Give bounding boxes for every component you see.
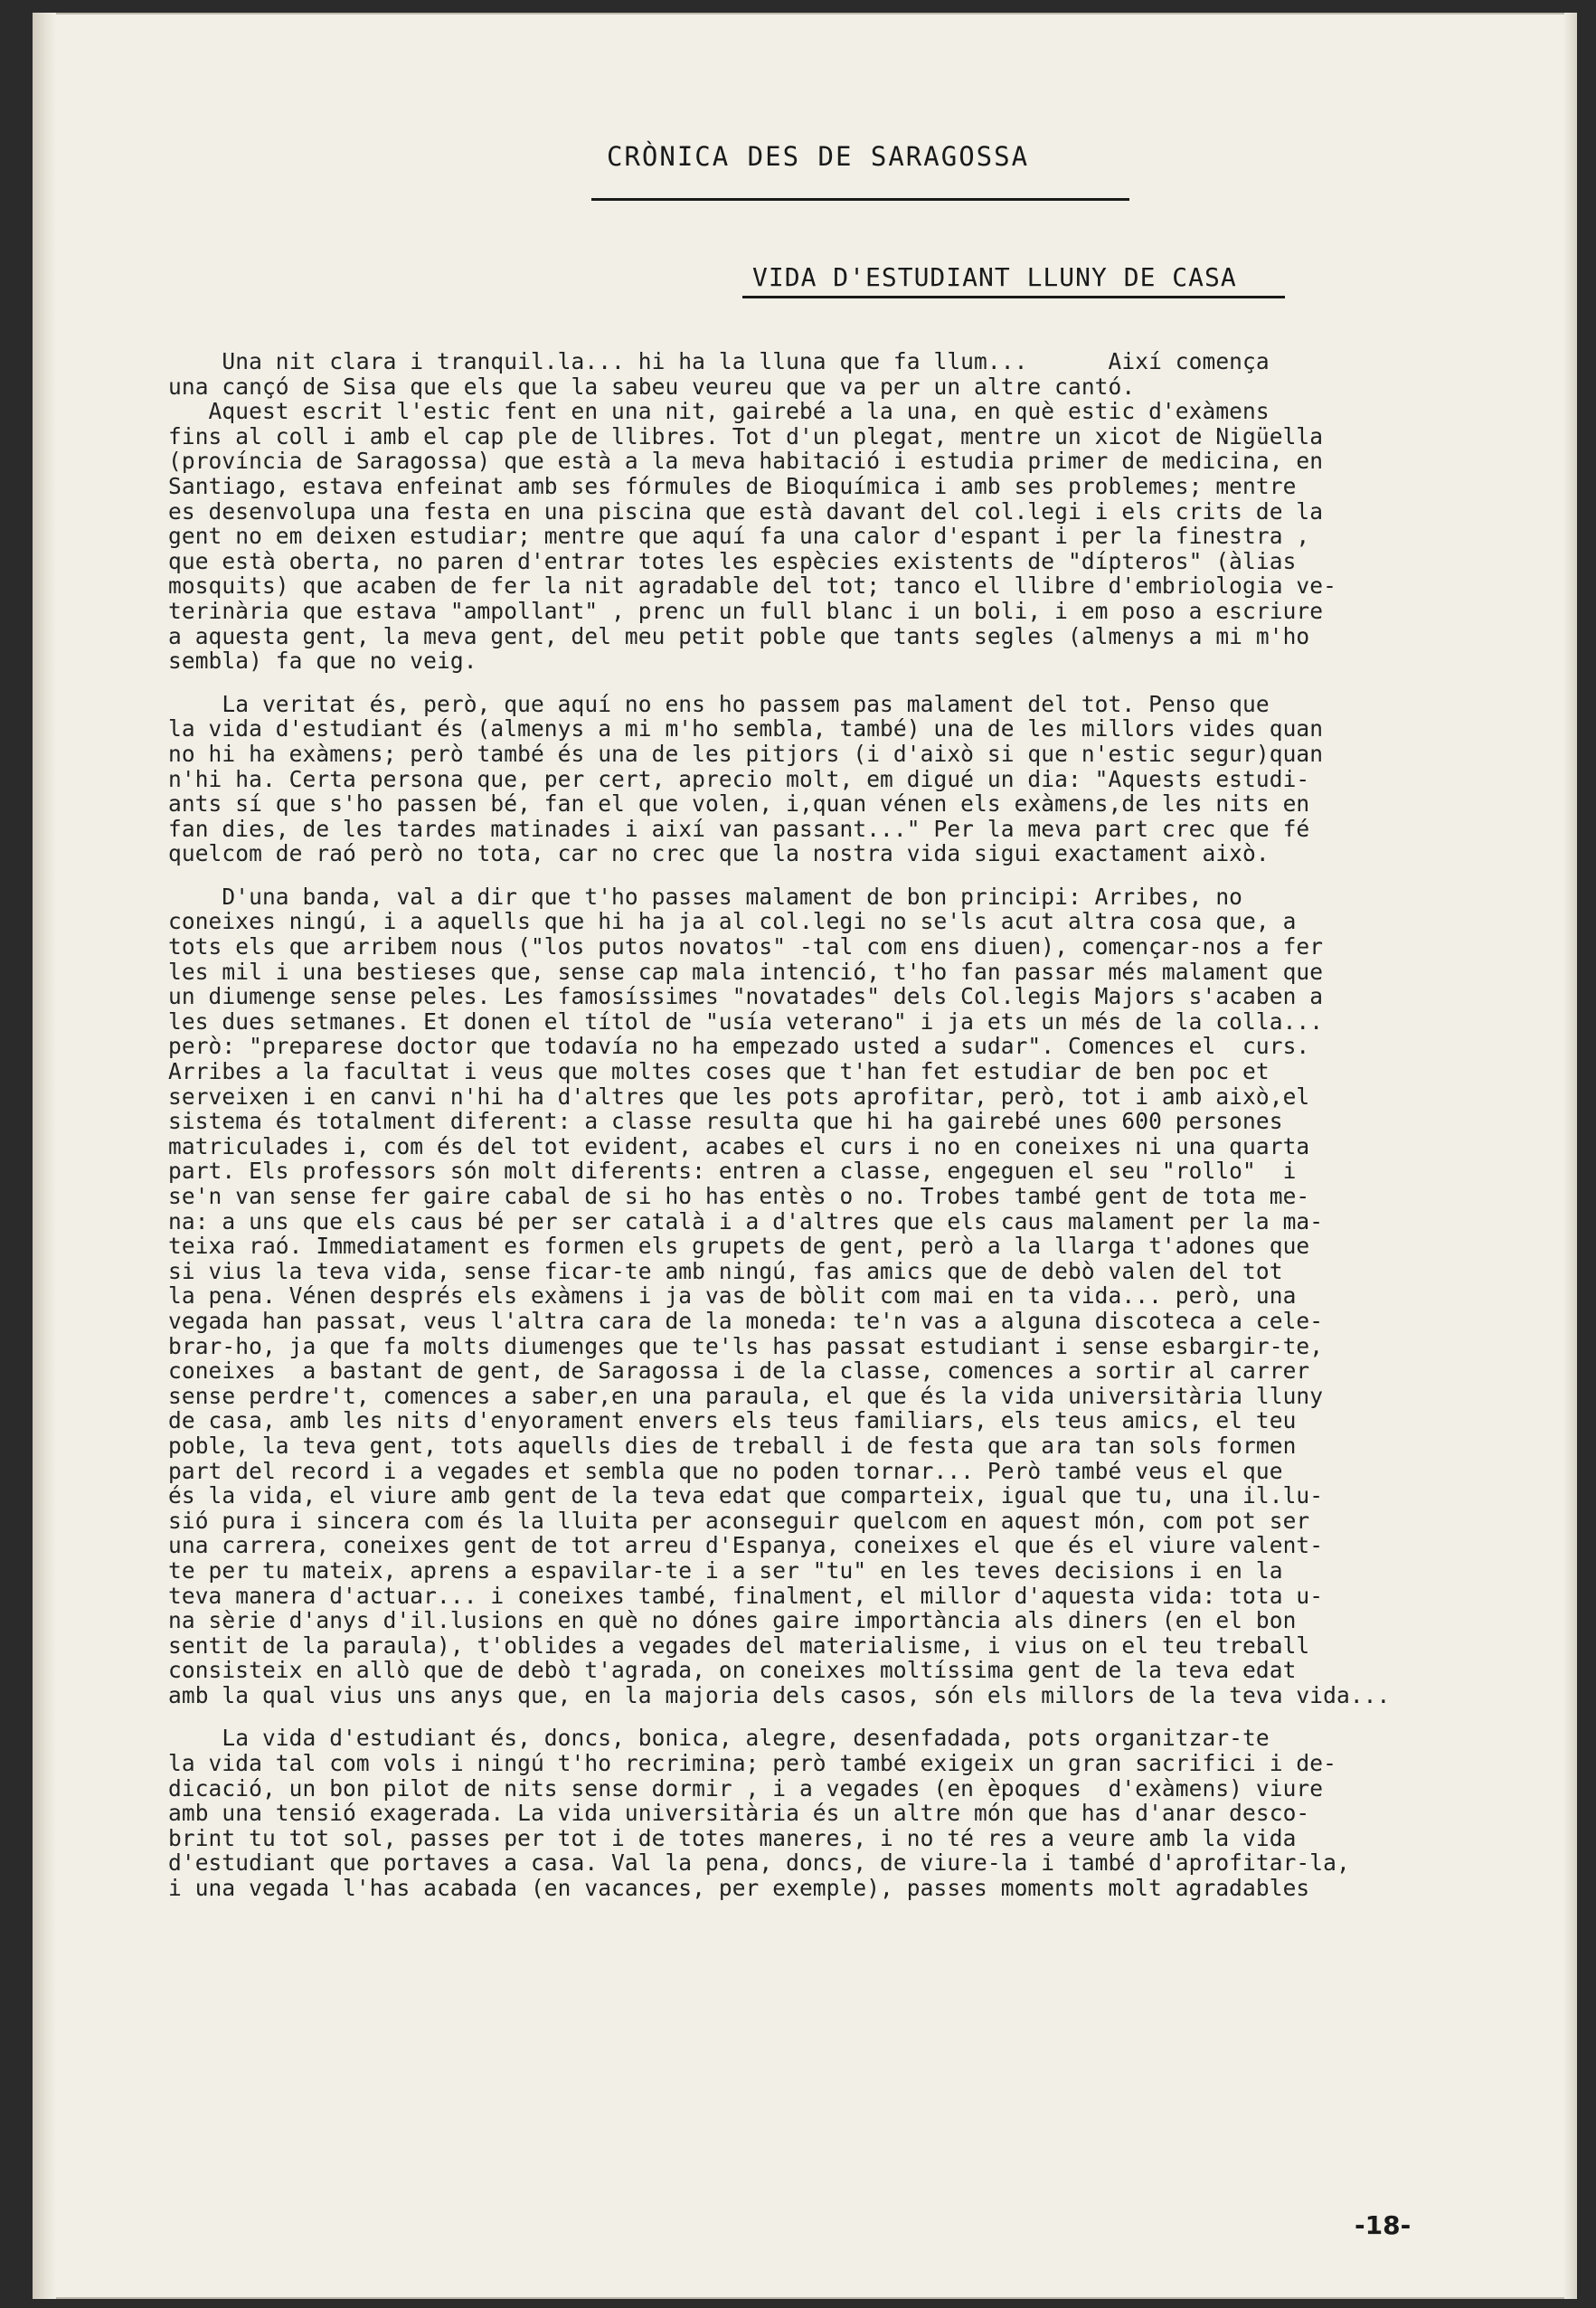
body-paragraph — [168, 692, 1561, 866]
text-line: sistema és totalment diferent: a classe resulta que hi ha gairebé unes 600 persones — [168, 1108, 1283, 1135]
text-line: n'hi ha. Certa persona que, per cert, aprecio molt, em digué un dia: "Aquests estudi- — [168, 765, 1310, 792]
body-paragraph — [168, 349, 1561, 674]
text-line: te per tu mateix, aprens a espavilar-te i a ser "tu" en les teves decisions i en la — [168, 1556, 1283, 1584]
paragraph-gap — [168, 674, 1561, 692]
document-page — [33, 13, 1577, 2299]
text-line: part. Els professors són molt diferents: entren a classe, engeguen el seu "rollo" i — [168, 1158, 1297, 1185]
text-line: les mil i una bestieses que, sense cap mala intenció, t'ho fan passar més malament que — [168, 958, 1324, 985]
text-line: la vida tal com vols i ningú t'ho recrimina; però també exigeix un gran sacrifici i de- — [168, 1750, 1336, 1777]
text-line: gent no em deixen estudiar; mentre que aquí fa una calor d'espant i per la finestra , — [168, 523, 1310, 550]
text-line: fan dies, de les tardes matinades i així van passant..." Per la meva part crec que fé — [168, 815, 1310, 842]
text-line: no hi ha exàmens; però també és una de les pitjors (i d'això si que n'estic segur)quan — [168, 740, 1324, 767]
text-line: coneixes a bastant de gent, de Saragossa i de la classe, comences a sortir al carrer — [168, 1357, 1310, 1385]
text-line: na sèrie d'anys d'il.lusions en què no dónes gaire importància als diners (en el bon — [168, 1607, 1297, 1634]
text-line: terinària que estava "ampollant" , prenc un full blanc i un boli, i em poso a escriure — [168, 597, 1324, 624]
text-line: que està oberta, no paren d'entrar totes les espècies existents de "dípteros" (àlias — [168, 547, 1297, 574]
text-line: teva manera d'actuar... i coneixes també, finalment, el millor d'aquesta vida: tota u- — [168, 1582, 1324, 1609]
text-line: ants sí que s'ho passen bé, fan el que volen, i,quan vénen els exàmens,de les nits en — [168, 790, 1310, 818]
page-number: -18- — [1355, 2210, 1412, 2240]
text-line: a aquesta gent, la meva gent, del meu petit poble que tants segles (almenys a mi m'ho — [168, 622, 1310, 649]
text-line: una carrera, coneixes gent de tot arreu d'Espanya, coneixes el que és el viure valent- — [168, 1532, 1324, 1559]
text-line: Aquest escrit l'estic fent en una nit, gairebé a la una, en què estic d'exàmens — [168, 398, 1270, 425]
text-line: de casa, amb les nits d'enyorament envers els teus familiars, els teus amics, el teu — [168, 1407, 1297, 1434]
text-line: brint tu tot sol, passes per tot i de totes maneres, i no té res a veure amb la vida — [168, 1824, 1297, 1851]
text-line: se'n van sense fer gaire cabal de si ho has entès o no. Trobes també gent de tota me- — [168, 1183, 1310, 1209]
text-line: teixa raó. Immediatament es formen els grupets de gent, però a la llarga t'adones que — [168, 1233, 1310, 1260]
text-line: consisteix en allò que de debò t'agrada, on coneixes moltíssima gent de la teva edat — [168, 1657, 1297, 1684]
article-title: VIDA D'ESTUDIANT LLUNY DE CASA — [752, 262, 1237, 292]
text-line: amb una tensió exagerada. La vida universitària és un altre món que has d'anar desco- — [168, 1800, 1310, 1827]
paragraph-gap — [168, 1707, 1561, 1726]
text-line: si vius la teva vida, sense ficar-te amb ningú, fas amics que de debò valen del tot — [168, 1257, 1283, 1284]
text-line: una cançó de Sisa que els que la sabeu veureu que va per un altre cantó. — [168, 373, 1136, 400]
text-line: part del record i a vegades et sembla que no poden tornar... Però també veus el que — [168, 1457, 1283, 1484]
article-title-underline — [742, 296, 1285, 298]
text-line: poble, la teva gent, tots aquells dies de treball i de festa que ara tan sols formen — [168, 1432, 1297, 1459]
text-line: brar-ho, ja que fa molts diumenges que te'ls has passat estudiant i sense esbargir-te, — [168, 1332, 1324, 1359]
text-line: i una vegada l'has acabada (en vacances, per exemple), passes moments molt agradables — [168, 1875, 1310, 1902]
text-line: la vida d'estudiant és (almenys a mi m'ho sembla, també) una de les millors vides quan — [168, 715, 1324, 743]
page-title: CRÒNICA DES DE SARAGOSSA — [607, 141, 1030, 172]
text-line: D'una banda, val a dir que t'ho passes malament de bon principi: Arribes, no — [168, 883, 1243, 910]
text-line: és la vida, el viure amb gent de la teva edat que comparteix, igual que tu, una il.lu- — [168, 1482, 1324, 1509]
text-line: sió pura i sincera com és la lluita per aconseguir quelcom en aquest món, com pot ser — [168, 1507, 1310, 1534]
text-line: un diumenge sense peles. Les famosíssimes "novatades" dels Col.legis Majors s'acaben a — [168, 983, 1324, 1010]
text-line: amb la qual vius uns anys que, en la majoria dels casos, són els millors de la teva vida... — [168, 1681, 1391, 1708]
text-line: quelcom de raó però no tota, car no crec que la nostra vida sigui exactament això. — [168, 840, 1270, 867]
text-line: fins al coll i amb el cap ple de llibres. Tot d'un plegat, mentre un xicot de Nigüella — [168, 422, 1324, 449]
body-paragraph — [168, 1726, 1561, 1900]
paragraph-gap — [168, 866, 1561, 884]
text-line: La veritat és, però, que aquí no ens ho passem pas malament del tot. Penso que — [168, 690, 1270, 717]
page-edge-shadow — [1564, 13, 1577, 2299]
text-line: (província de Saragossa) que està a la meva habitació i estudia primer de medicina, en — [168, 448, 1324, 475]
text-line: sentit de la paraula), t'oblides a vegades del materialisme, i vius on el teu treball — [168, 1632, 1310, 1659]
text-line: dicació, un bon pilot de nits sense dormir , i a vegades (en èpoques d'exàmens) viure — [168, 1774, 1324, 1802]
text-line: però: "preparese doctor que todavía no ha empezado usted a sudar". Comences el curs. — [168, 1033, 1310, 1060]
text-line: Arribes a la facultat i veus que moltes coses que t'han fet estudiar de ben poc et — [168, 1058, 1270, 1085]
text-line: tots els que arribem nous ("los putos novatos" -tal com ens diuen), començar-nos a fer — [168, 933, 1324, 960]
text-line: es desenvolupa una festa en una piscina que està davant del col.legi i els crits de la — [168, 497, 1324, 525]
text-line: coneixes ningú, i a aquells que hi ha ja al col.legi no se'ls acut altra cosa que, a — [168, 908, 1297, 935]
body-paragraph — [168, 884, 1561, 1708]
page-binding-shadow — [33, 13, 56, 2299]
text-line: Una nit clara i tranquil.la... hi ha la lluna que fa llum... Així comença — [168, 348, 1270, 374]
article-body — [168, 349, 1561, 1901]
text-line: matriculades i, com és del tot evident, acabes el curs i no en coneixes ni una quarta — [168, 1132, 1310, 1159]
text-line: na: a uns que els caus bé per ser català i a d'altres que els caus malament per la ma- — [168, 1207, 1324, 1234]
title-underline — [591, 198, 1129, 201]
text-line: d'estudiant que portaves a casa. Val la pena, doncs, de viure-la i també d'aprofitar-la, — [168, 1849, 1350, 1877]
text-line: La vida d'estudiant és, doncs, bonica, alegre, desenfadada, pots organitzar-te — [168, 1725, 1270, 1752]
text-line: sembla) fa que no veig. — [168, 648, 477, 675]
text-line: serveixen i en canvi n'hi ha d'altres que les pots aprofitar, però, tot i amb això,el — [168, 1083, 1310, 1110]
text-line: mosquits) que acaben de fer la nit agradable del tot; tanco el llibre d'embriologia ve- — [168, 572, 1336, 600]
text-line: Santiago, estava enfeinat amb ses fórmules de Bioquímica i amb ses problemes; mentre — [168, 472, 1297, 499]
text-line: la pena. Vénen després els exàmens i ja vas de bòlit com mai en ta vida... però, una — [168, 1282, 1297, 1310]
text-line: les dues setmanes. Et donen el títol de "usía veterano" i ja ets un més de la colla... — [168, 1007, 1324, 1035]
text-line: sense perdre't, comences a saber,en una paraula, el que és la vida universitària lluny — [168, 1382, 1324, 1409]
text-line: vegada han passat, veus l'altra cara de la moneda: te'n vas a alguna discoteca a cele- — [168, 1307, 1324, 1334]
